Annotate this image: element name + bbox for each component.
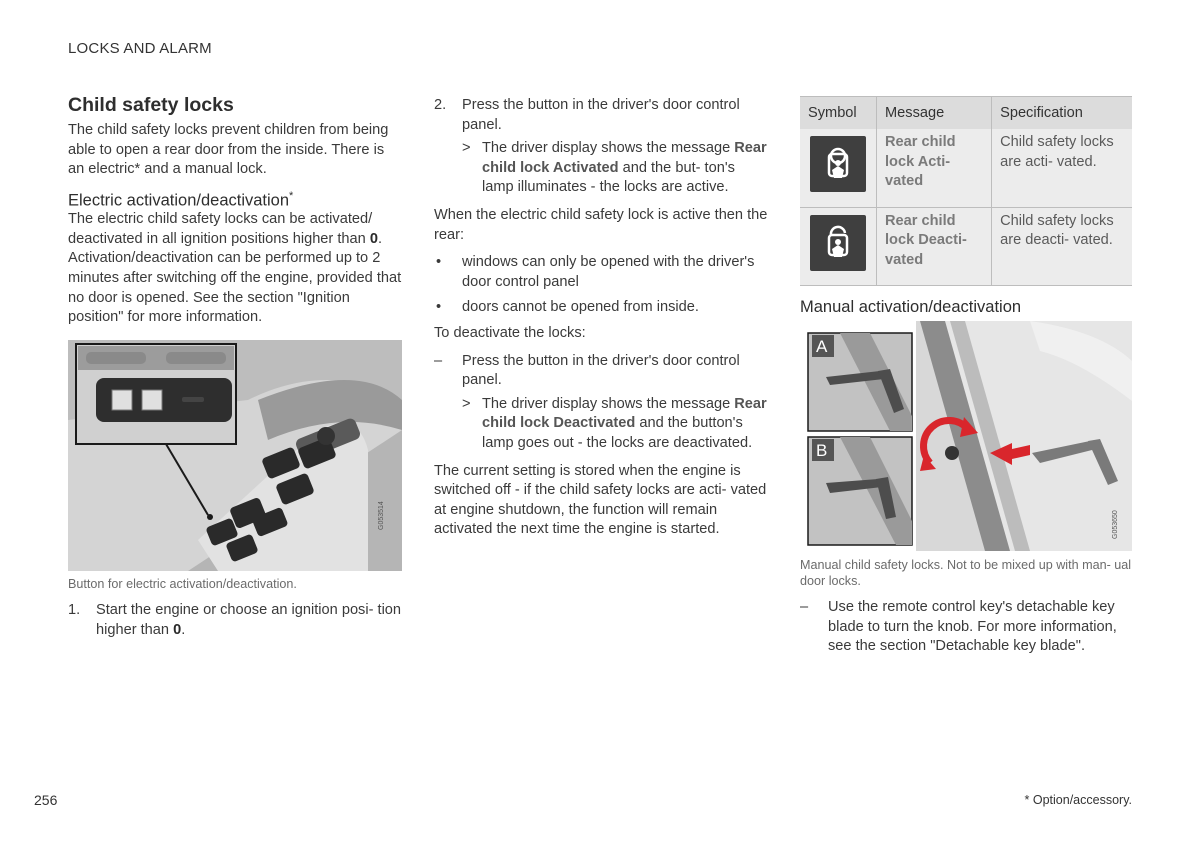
door-panel-illustration — [68, 340, 402, 571]
to-deactivate-paragraph: To deactivate the locks: — [434, 324, 586, 341]
step-2-result: > The driver display shows the message Rear child lock Activated and the but- ton's lamp illuminates - the locks are active. — [462, 140, 767, 196]
child-lock-deactivated-icon — [810, 215, 866, 271]
symbol-table — [800, 96, 1132, 286]
label-b: B — [816, 441, 828, 460]
electric-heading: Electric activation/deactivation* — [68, 189, 294, 210]
image-code: G053514 — [378, 501, 385, 530]
manual-lock-image — [800, 321, 1132, 551]
table-header-symbol: Symbol — [800, 97, 877, 130]
stored-paragraph: The current setting is stored when the engine is switched off - if the child safety locks are acti- vated at engine shutdown, the function will remain activated the next time the engine is started. — [434, 462, 767, 538]
manual-lock-caption: Manual child safety locks. Not to be mixed up with man- ual door locks. — [800, 558, 1132, 588]
bullet-doors: • doors cannot be opened from inside. — [436, 299, 699, 316]
deactivate-result: > The driver display shows the message Rear child lock Deactivated and the button's lamp goes out - the locks are deactivated. — [462, 395, 767, 451]
step-1-text: Start the engine or choose an ignition posi- tion higher than 0. — [96, 602, 402, 638]
manual-lock-illustration — [800, 321, 1132, 551]
when-active-paragraph: When the electric child safety lock is active then the rear: — [434, 206, 768, 243]
table-cell-message: Rear child lock Acti- vated — [877, 129, 992, 207]
manual-heading: Manual activation/deactivation — [800, 297, 1022, 316]
door-panel-caption: Button for electric activation/deactivation. — [68, 577, 297, 591]
image-code: G053650 — [1112, 510, 1119, 539]
footnote: * Option/accessory. — [1024, 793, 1132, 807]
table-row — [800, 207, 1132, 285]
step-1 — [68, 601, 402, 640]
manual-step: – Use the remote control key's detachable key blade to turn the knob. For more information, see the section "Detachable key blade". — [800, 599, 1117, 655]
table-cell-message: Rear child lock Deacti- vated — [877, 207, 992, 285]
message-activated: Rear child lock Activated — [482, 140, 767, 176]
column-2 — [434, 94, 768, 540]
door-panel-image — [68, 340, 402, 571]
table-row — [800, 129, 1132, 207]
table-header-specification: Specification — [992, 97, 1132, 130]
column-3 — [800, 96, 1132, 317]
table-header-message: Message — [877, 97, 992, 130]
step-1-number: 1. — [68, 602, 81, 618]
table-cell-spec: Child safety locks are deacti- vated. — [992, 207, 1132, 285]
deactivate-step: – Press the button in the driver's door control panel. — [434, 352, 740, 389]
bullet-windows: • windows can only be opened with the driver's door control panel — [436, 254, 755, 290]
step-2: 2. Press the button in the driver's door control panel. — [434, 97, 740, 133]
label-a: A — [816, 337, 828, 356]
intro-paragraph: The child safety locks prevent children from being able to open a rear door from the inside. There is an electric* and a manual lock. — [68, 122, 389, 178]
section-header: LOCKS AND ALARM — [68, 40, 212, 57]
page-title: Child safety locks — [68, 94, 234, 116]
page-number: 256 — [34, 792, 58, 808]
column-1 — [68, 94, 402, 328]
message-deactivated: Rear child lock Deactivated — [482, 395, 767, 432]
child-lock-activated-icon — [810, 136, 866, 192]
table-cell-spec: Child safety locks are acti- vated. — [992, 129, 1132, 207]
electric-paragraph: The electric child safety locks can be activated/ deactivated in all ignition positions higher than 0. Activation/deactivation can be performed up to 2 minutes after switching off the engine, provided that no door is opened. See the section "Ignition position" for more information. — [68, 211, 402, 326]
